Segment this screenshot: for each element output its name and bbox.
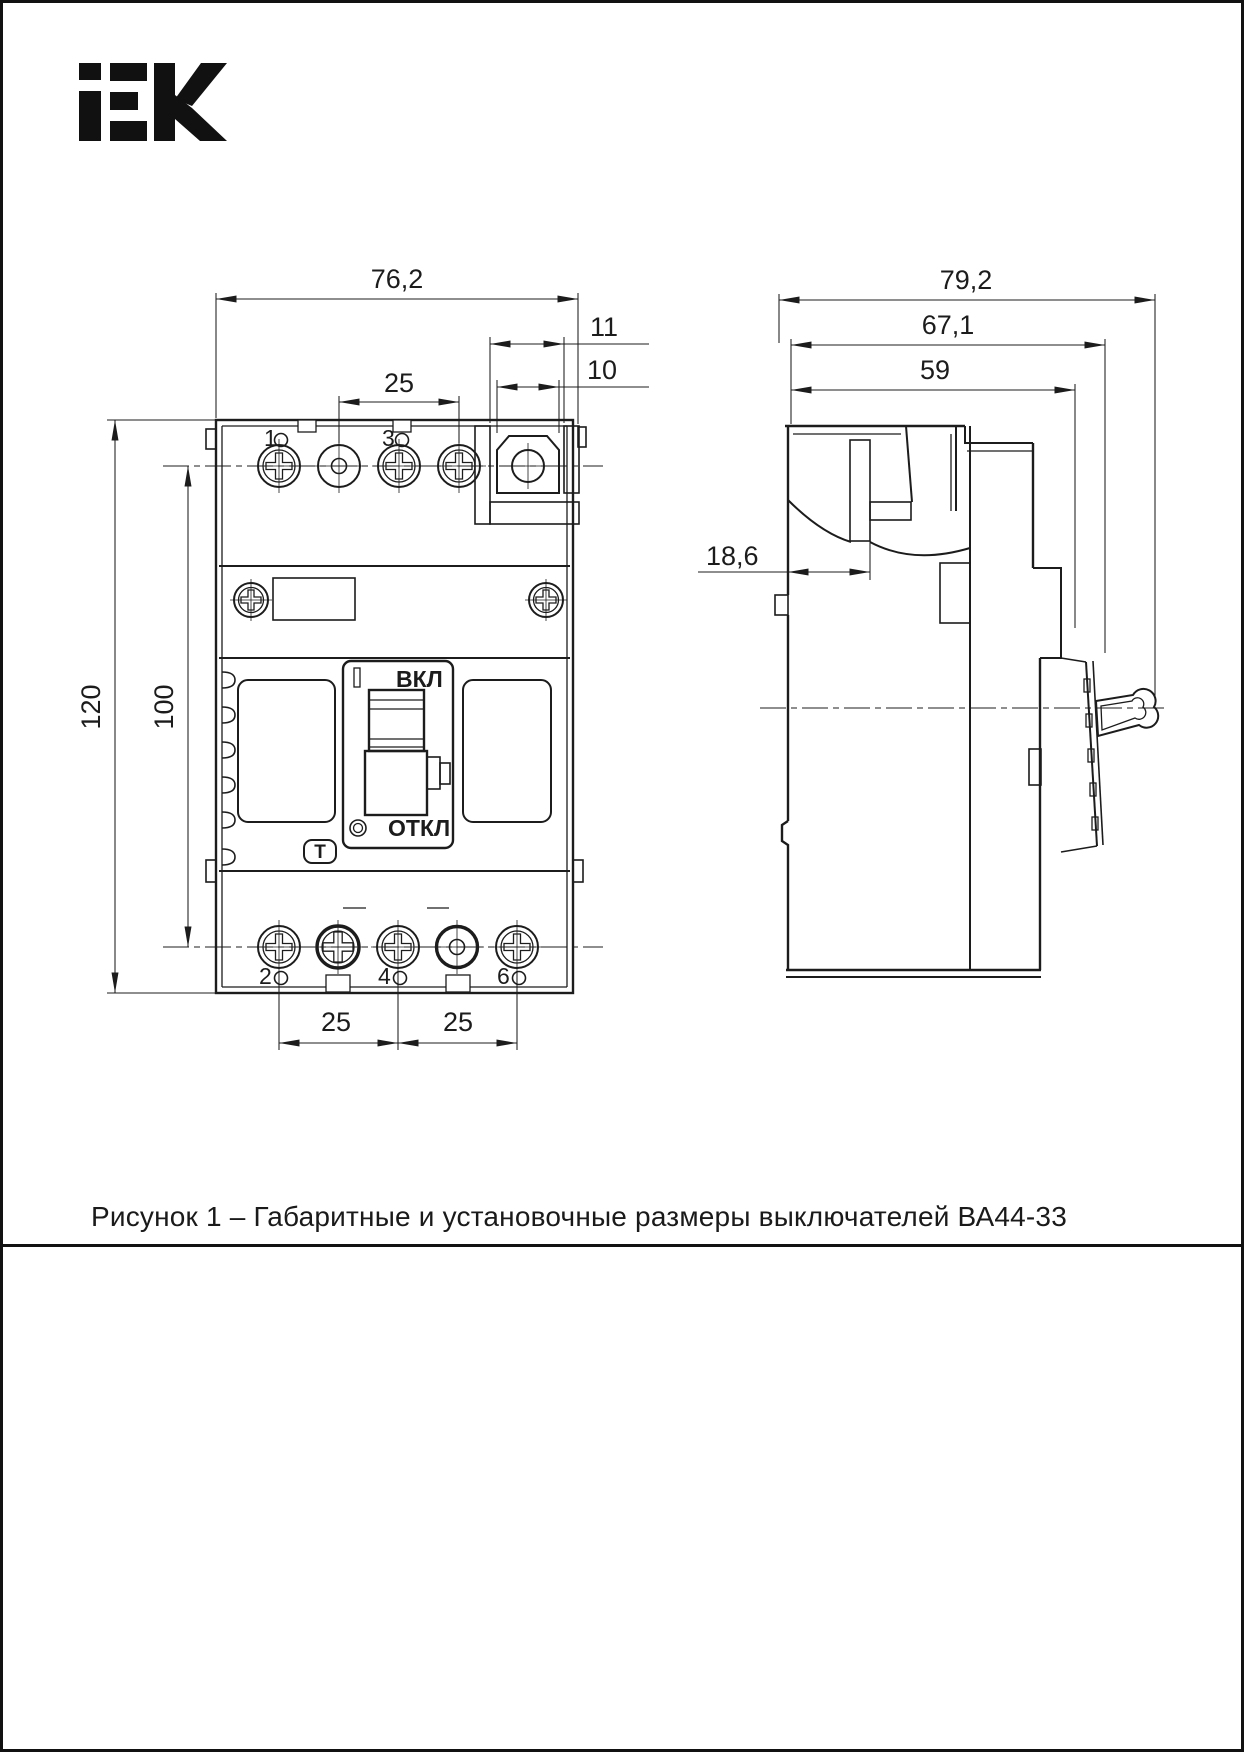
side-barrier bbox=[850, 440, 870, 541]
terminal-label-1: 1 bbox=[264, 425, 277, 451]
dimension-drawing bbox=[3, 3, 1244, 1752]
terminal-label-3: 3 bbox=[382, 425, 395, 451]
test-button-label: Т bbox=[314, 842, 326, 863]
figure-caption: Рисунок 1 – Габаритные и установочные размеры выключателей ВА44-33 bbox=[91, 1201, 1067, 1232]
barrier-strip bbox=[490, 502, 579, 524]
dim-overall-depth: 79,2 bbox=[939, 265, 993, 295]
front-view-body bbox=[206, 420, 586, 993]
terminal-mark-4 bbox=[394, 972, 407, 985]
dim-mount-hole-pitch: 100 bbox=[149, 684, 179, 730]
side-dimensions bbox=[698, 265, 1155, 700]
off-indicator bbox=[350, 820, 366, 836]
dim-terminal-offset: 18,6 bbox=[706, 541, 759, 571]
terminal-mark-6 bbox=[513, 972, 526, 985]
on-position-mark bbox=[354, 668, 360, 687]
label-off: ОТКЛ bbox=[388, 815, 451, 841]
dim-body-depth: 59 bbox=[919, 355, 951, 385]
side-handle bbox=[1061, 658, 1158, 852]
terminal-label-2: 2 bbox=[259, 963, 272, 989]
front-view bbox=[76, 264, 649, 1050]
side-view-body bbox=[775, 426, 1061, 977]
pole-window-left bbox=[238, 680, 335, 822]
dim-top-hole-pitch: 25 bbox=[383, 368, 415, 398]
label-on: ВКЛ bbox=[396, 666, 443, 692]
side-barrier-strip bbox=[870, 502, 911, 520]
barrier-right bbox=[564, 426, 579, 493]
pole-window-right bbox=[463, 680, 551, 822]
terminal-label-6: 6 bbox=[497, 963, 510, 989]
front-cover-band bbox=[230, 578, 567, 621]
dim-pole-pitch-right: 25 bbox=[442, 1007, 474, 1037]
side-view bbox=[698, 265, 1167, 977]
dim-depth-without-handle: 67,1 bbox=[921, 310, 975, 340]
dim-overall-height: 120 bbox=[76, 684, 106, 730]
terminal-mark-2 bbox=[275, 972, 288, 985]
dim-pole-pitch-left: 25 bbox=[320, 1007, 352, 1037]
dim-lug-width: 10 bbox=[587, 355, 618, 385]
dim-overall-width: 76,2 bbox=[370, 264, 424, 294]
dim-lug-gap: 11 bbox=[590, 312, 619, 342]
terminal-label-4: 4 bbox=[378, 963, 391, 989]
rating-plate bbox=[273, 578, 355, 620]
trip-button bbox=[427, 757, 440, 789]
front-top-terminals bbox=[252, 425, 579, 524]
page-divider bbox=[3, 1244, 1241, 1247]
toggle-handle bbox=[365, 690, 450, 815]
